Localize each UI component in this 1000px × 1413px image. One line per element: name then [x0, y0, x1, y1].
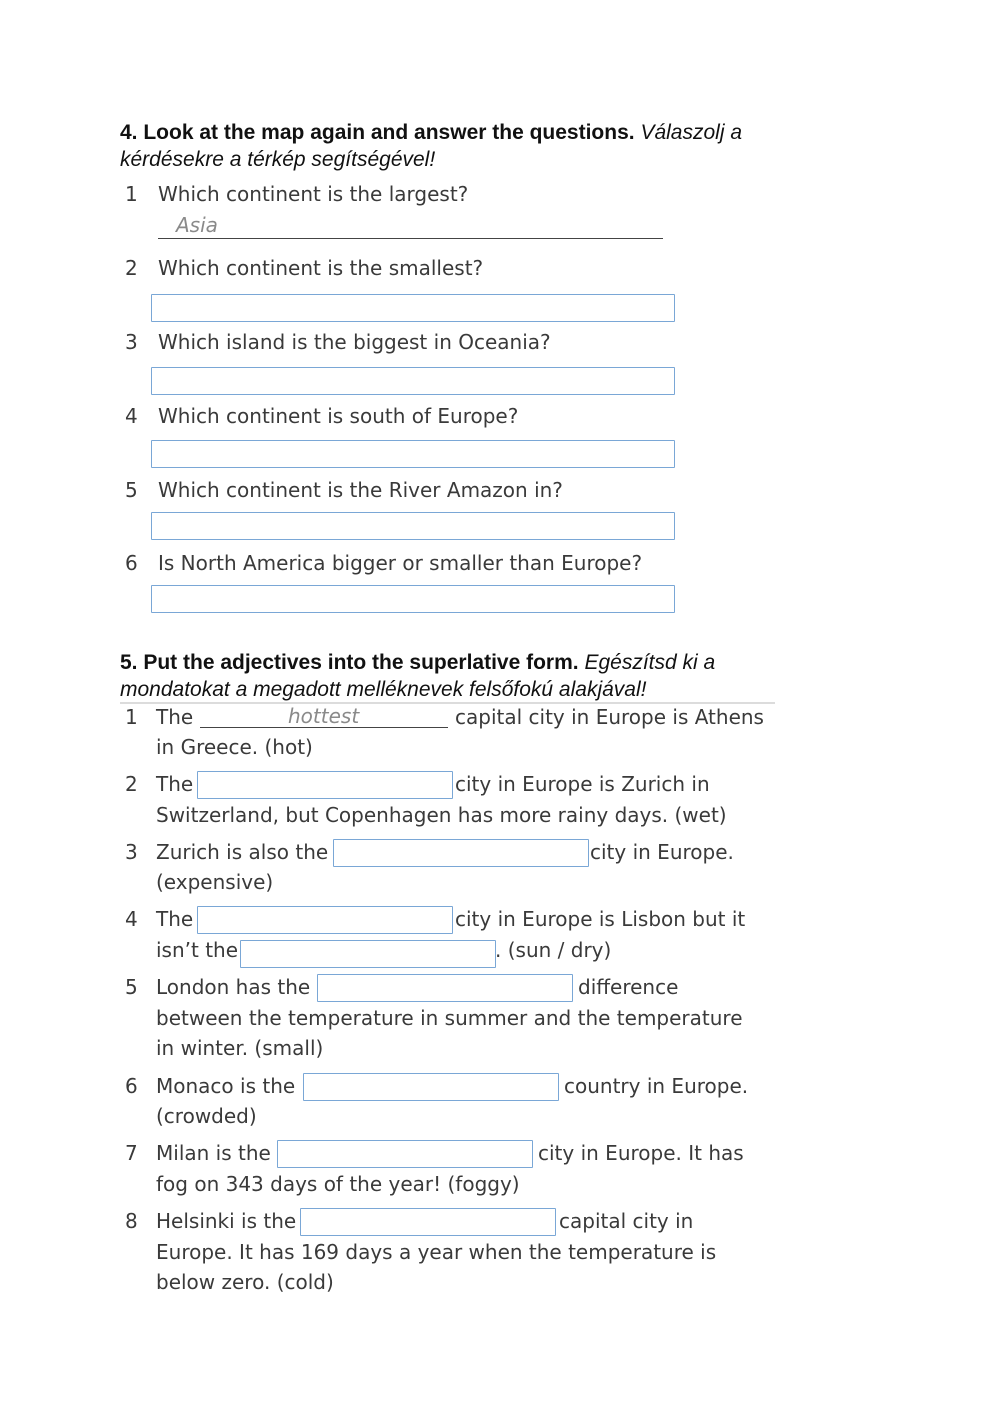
item-text-before: Milan is the	[156, 1141, 271, 1165]
item-text-before: Helsinki is the	[156, 1209, 297, 1233]
section-5-instruction: Egészítsd ki a	[584, 651, 716, 674]
question-text: Which continent is the largest?	[158, 182, 469, 206]
item-text-after: capital city in Europe is Athens	[455, 705, 764, 729]
answer-input-2[interactable]	[151, 294, 675, 322]
question-number: 4	[125, 404, 138, 428]
section-4-heading	[120, 119, 880, 173]
section-4-title: 4. Look at the map again and answer the questions.	[120, 121, 635, 144]
question-number: 2	[125, 256, 138, 280]
question-number: 3	[125, 330, 138, 354]
blank-input-4b[interactable]	[240, 940, 496, 968]
question-text: Which continent is the smallest?	[158, 256, 484, 280]
item-text-line3: in winter. (small)	[156, 1036, 324, 1060]
item-number: 5	[125, 975, 138, 999]
item-text-after: city in Europe. It has	[538, 1141, 744, 1165]
question-text: Is North America bigger or smaller than Europe?	[158, 551, 643, 575]
item-number: 4	[125, 907, 138, 931]
item-number: 3	[125, 840, 138, 864]
section-4-instruction-cont: kérdésekre a térkép segítségével!	[120, 148, 436, 171]
item-text-before: Zurich is also the	[156, 840, 329, 864]
section-5-heading	[120, 649, 880, 703]
item-number: 6	[125, 1074, 138, 1098]
blank-input-2[interactable]	[197, 771, 453, 799]
item-number: 7	[125, 1141, 138, 1165]
section-4-instruction: Válaszolj a	[640, 121, 743, 144]
item-text-before: The	[156, 705, 194, 729]
question-number: 1	[125, 182, 138, 206]
item-text-before: London has the	[156, 975, 311, 999]
answer-input-3[interactable]	[151, 367, 675, 395]
item-text-before: The	[156, 907, 194, 931]
item-text-line3: below zero. (cold)	[156, 1270, 334, 1294]
blank-input-7[interactable]	[277, 1140, 533, 1168]
answer-line	[200, 727, 448, 728]
item-text-after: difference	[578, 975, 679, 999]
item-number: 2	[125, 772, 138, 796]
blank-input-5[interactable]	[317, 974, 573, 1002]
item-text-line2: Switzerland, but Copenhagen has more rainy days. (wet)	[156, 803, 727, 827]
item-text-after: city in Europe is Zurich in	[455, 772, 710, 796]
item-text-before: The	[156, 772, 194, 796]
item-text-line2: between the temperature in summer and the temperature	[156, 1006, 743, 1030]
question-text: Which continent is the River Amazon in?	[158, 478, 563, 502]
blank-input-6[interactable]	[303, 1073, 559, 1101]
question-text: Which island is the biggest in Oceania?	[158, 330, 551, 354]
section-5-instruction-cont: mondatokat a megadott melléknevek felsőfokú alakjával!	[120, 678, 647, 701]
item-text-line2-after: . (sun / dry)	[495, 938, 612, 962]
item-text-line2: (crowded)	[156, 1104, 257, 1128]
blank-input-3[interactable]	[333, 839, 589, 867]
section-5-title: 5. Put the adjectives into the superlative form.	[120, 651, 579, 674]
item-text-line2: fog on 343 days of the year! (foggy)	[156, 1172, 520, 1196]
item-text-line2: (expensive)	[156, 870, 274, 894]
item-number: 8	[125, 1209, 138, 1233]
question-number: 6	[125, 551, 138, 575]
answer-input-5[interactable]	[151, 512, 675, 540]
item-text-line2: in Greece. (hot)	[156, 735, 313, 759]
example-answer: hottest	[288, 704, 360, 728]
item-text-line2-before: isn’t the	[156, 938, 239, 962]
answer-input-4[interactable]	[151, 440, 675, 468]
question-number: 5	[125, 478, 138, 502]
answer-line	[158, 238, 663, 239]
item-text-after: country in Europe.	[564, 1074, 749, 1098]
item-text-after: city in Europe.	[590, 840, 734, 864]
blank-input-4a[interactable]	[197, 906, 453, 934]
example-answer: Asia	[176, 213, 218, 237]
answer-input-6[interactable]	[151, 585, 675, 613]
item-text-before: Monaco is the	[156, 1074, 296, 1098]
blank-input-8[interactable]	[300, 1208, 556, 1236]
question-text: Which continent is south of Europe?	[158, 404, 519, 428]
item-text-after: city in Europe is Lisbon but it	[455, 907, 746, 931]
item-number: 1	[125, 705, 138, 729]
item-text-line2: Europe. It has 169 days a year when the temperature is	[156, 1240, 717, 1264]
item-text-after: capital city in	[559, 1209, 694, 1233]
